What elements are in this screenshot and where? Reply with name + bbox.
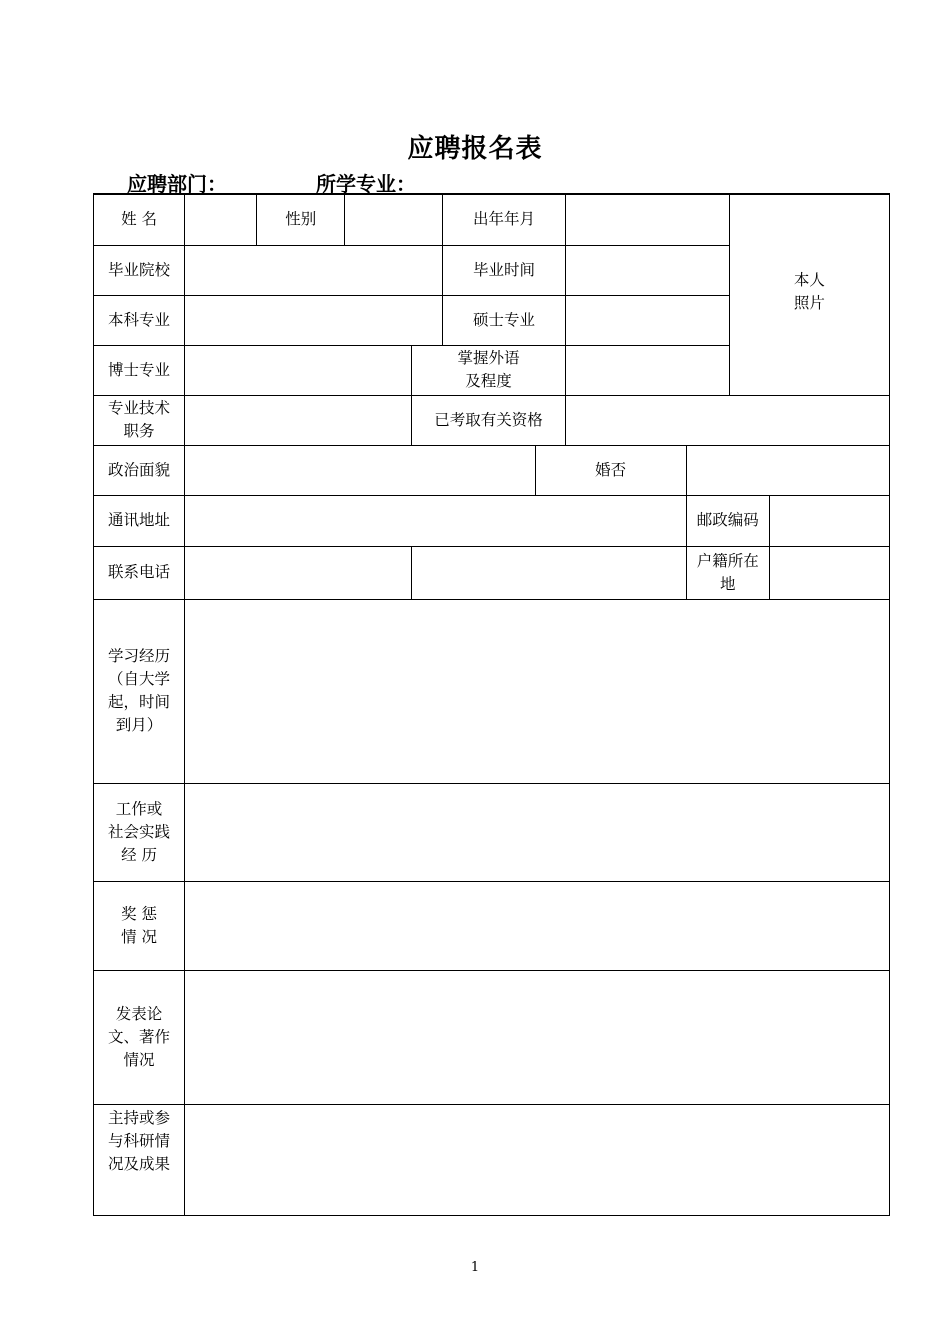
row-address (94, 495, 890, 546)
language-field[interactable] (565, 345, 729, 395)
major-label: 所学专业： (316, 172, 416, 196)
address-label: 通讯地址 (94, 495, 185, 546)
doctor-label: 博士专业 (94, 345, 185, 395)
political-field[interactable] (185, 445, 535, 495)
work-field[interactable] (185, 783, 890, 881)
birth-label: 出年年月 (443, 194, 565, 245)
postcode-label: 邮政编码 (686, 495, 769, 546)
doctor-field[interactable] (185, 345, 412, 395)
birth-field[interactable] (565, 194, 729, 245)
gender-field[interactable] (345, 194, 443, 245)
row-research (94, 1104, 890, 1215)
row-papers (94, 970, 890, 1104)
phone-extra-field[interactable] (412, 546, 686, 599)
phone-field[interactable] (185, 546, 412, 599)
postcode-field[interactable] (769, 495, 889, 546)
qualification-label: 已考取有关资格 (412, 395, 565, 445)
department-label: 应聘部门： (127, 172, 227, 196)
row-study (94, 599, 890, 783)
school-field[interactable] (185, 245, 443, 295)
row-political (94, 445, 890, 495)
photo-box[interactable]: 本人 照片 (729, 194, 889, 395)
awards-field[interactable] (185, 881, 890, 970)
research-field[interactable] (185, 1104, 890, 1215)
marital-field[interactable] (686, 445, 889, 495)
papers-label: 发表论 文、著作 情况 (94, 970, 185, 1104)
row-tech (94, 395, 890, 445)
row-work (94, 783, 890, 881)
language-label: 掌握外语 及程度 (412, 345, 565, 395)
phone-label: 联系电话 (94, 546, 185, 599)
study-label: 学习经历 （自大学 起，时间 到月） (94, 599, 185, 783)
tech-title-label: 专业技术 职务 (94, 395, 185, 445)
qualification-field[interactable] (565, 395, 889, 445)
gender-label: 性别 (257, 194, 345, 245)
study-field[interactable] (185, 599, 890, 783)
row-awards (94, 881, 890, 970)
school-label: 毕业院校 (94, 245, 185, 295)
awards-label: 奖 惩 情 况 (94, 881, 185, 970)
name-field[interactable] (185, 194, 257, 245)
row-phone (94, 546, 890, 599)
bachelor-label: 本科专业 (94, 295, 185, 345)
hukou-field[interactable] (769, 546, 889, 599)
research-label: 主持或参 与科研情 况及成果 (94, 1104, 185, 1215)
form-title: 应聘报名表 (407, 134, 543, 164)
master-label: 硕士专业 (443, 295, 565, 345)
papers-field[interactable] (185, 970, 890, 1104)
row-name (94, 194, 890, 245)
hukou-label: 户籍所在地 (686, 546, 769, 599)
master-field[interactable] (565, 295, 729, 345)
grad-time-label: 毕业时间 (443, 245, 565, 295)
tech-title-field[interactable] (185, 395, 412, 445)
marital-label: 婚否 (535, 445, 686, 495)
grad-time-field[interactable] (565, 245, 729, 295)
application-form-table (93, 193, 890, 1216)
address-field[interactable] (185, 495, 687, 546)
page-number: 1 (470, 1260, 480, 1275)
work-label: 工作或 社会实践 经 历 (94, 783, 185, 881)
bachelor-field[interactable] (185, 295, 443, 345)
name-label: 姓 名 (94, 194, 185, 245)
political-label: 政治面貌 (94, 445, 185, 495)
